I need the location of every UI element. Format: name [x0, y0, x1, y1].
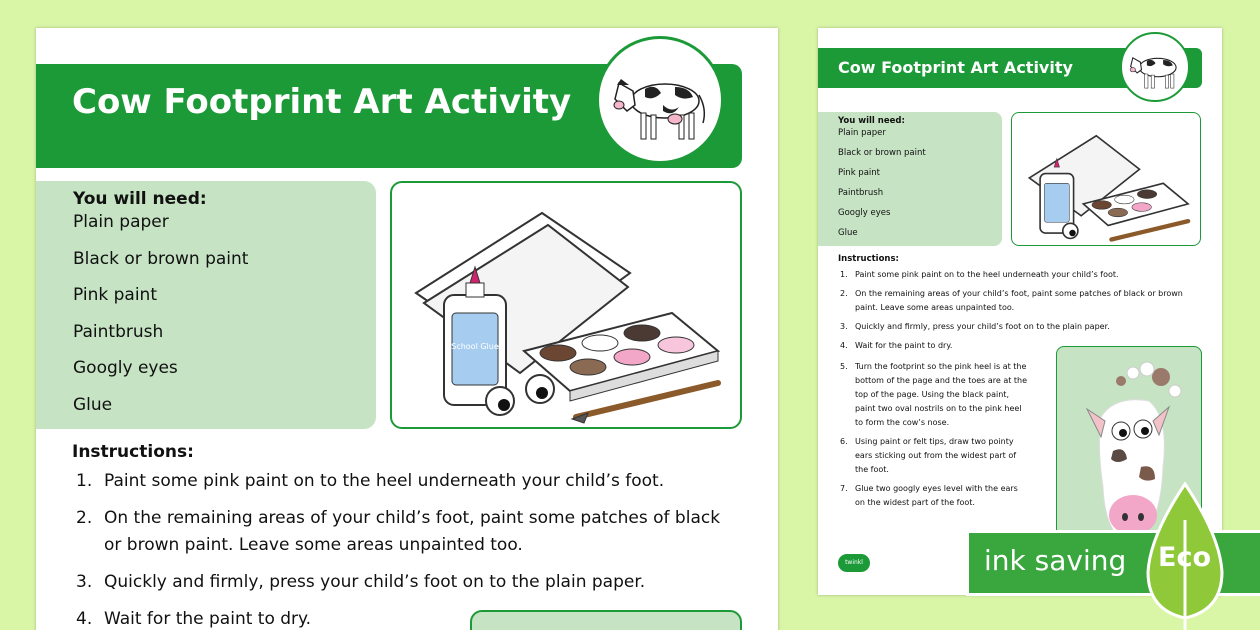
materials-item: Pink paint: [73, 285, 157, 305]
instruction-step: [76, 468, 736, 495]
step-text: On the remaining areas of your child’s foot, paint some patches of black or brown paint. Leave some areas unpainted too.: [104, 508, 721, 555]
ink-saving-label: ink saving: [984, 544, 1127, 577]
instructions-heading: Instructions:: [72, 442, 194, 462]
step-number: 5.: [840, 362, 848, 371]
step-number: 1.: [840, 270, 848, 279]
step-text: Quickly and firmly, press your child’s foot on to the plain paper.: [855, 322, 1110, 331]
instructions-list: [76, 468, 736, 630]
materials-heading: You will need:: [838, 116, 905, 126]
materials-item: Paintbrush: [838, 188, 884, 198]
instruction-step: [76, 569, 736, 596]
step-number: 6.: [840, 437, 848, 446]
materials-item: Paintbrush: [73, 321, 164, 342]
materials-item: Glue: [73, 394, 113, 415]
step-number: 2.: [76, 508, 93, 528]
materials-item: Pink paint: [838, 168, 880, 178]
step-text: Wait for the paint to dry.: [855, 341, 953, 350]
materials-panel: [818, 112, 1002, 246]
instructions-list-continued: [840, 360, 1030, 515]
instructions-list: [840, 268, 1196, 358]
supplies-illustration: [390, 181, 742, 429]
materials-item: Plain paper: [838, 128, 886, 138]
step-text: Paint some pink paint on to the heel underneath your child’s foot.: [104, 471, 665, 491]
instruction-step: [840, 320, 1196, 334]
instructions-heading: Instructions:: [838, 254, 899, 264]
step-text: Quickly and firmly, press your child’s foot on to the plain paper.: [104, 572, 646, 592]
materials-item: Glue: [838, 228, 858, 238]
step-number: 1.: [76, 471, 93, 491]
instruction-step: [840, 482, 1030, 510]
materials-item: Googly eyes: [838, 208, 891, 218]
materials-item: Plain paper: [73, 212, 169, 232]
worksheet-page-large: [36, 28, 778, 630]
page-title: Cow Footprint Art Activity: [72, 82, 572, 122]
step-text: On the remaining areas of your child’s foot, paint some patches of black or brown paint. Leave some areas unpainted too.: [855, 289, 1183, 312]
step-text: Glue two googly eyes level with the ears on the widest part of the foot.: [855, 484, 1018, 507]
materials-item: Black or brown paint: [838, 148, 926, 158]
step-number: 7.: [840, 484, 848, 493]
materials-panel: [36, 181, 376, 429]
materials-item: Black or brown paint: [73, 248, 249, 269]
step-text: Using paint or felt tips, draw two pointy ears sticking out from the widest part of the foot.: [855, 437, 1017, 474]
instruction-step: [840, 287, 1196, 315]
step-text: Wait for the paint to dry.: [104, 609, 312, 629]
step-number: 3.: [76, 572, 93, 592]
step-text: Turn the footprint so the pink heel is at the bottom of the page and the toes are at the top of the page. Using the black paint, paint two oval nostrils on to the pink heel to form the cow’s nose.: [855, 362, 1028, 427]
cow-illustration: [596, 36, 724, 164]
twinkl-logo: twinkl: [838, 554, 870, 572]
step-text: Paint some pink paint on to the heel underneath your child’s foot.: [855, 270, 1119, 279]
step-number: 3.: [840, 322, 848, 331]
cow-illustration: [1120, 32, 1190, 102]
cow-icon: [599, 39, 721, 161]
materials-heading: You will need:: [73, 189, 207, 209]
instruction-step: [840, 268, 1196, 282]
cow-icon: [1122, 34, 1188, 100]
step-number: 2.: [840, 289, 848, 298]
materials-item: Googly eyes: [73, 358, 178, 378]
instruction-step: [76, 505, 736, 559]
instruction-step: [840, 435, 1030, 477]
glue-label: School Glue: [451, 342, 499, 351]
art-supplies-icon: [392, 183, 740, 427]
footprint-illustration-partial: [470, 610, 742, 630]
page-title: Cow Footprint Art Activity: [838, 58, 1073, 77]
eco-badge-label: Eco: [1158, 542, 1211, 573]
instruction-step: [840, 360, 1030, 430]
supplies-illustration: [1011, 112, 1201, 246]
art-supplies-icon: [1012, 113, 1200, 245]
step-number: 4.: [840, 341, 848, 350]
step-number: 4.: [76, 609, 93, 629]
